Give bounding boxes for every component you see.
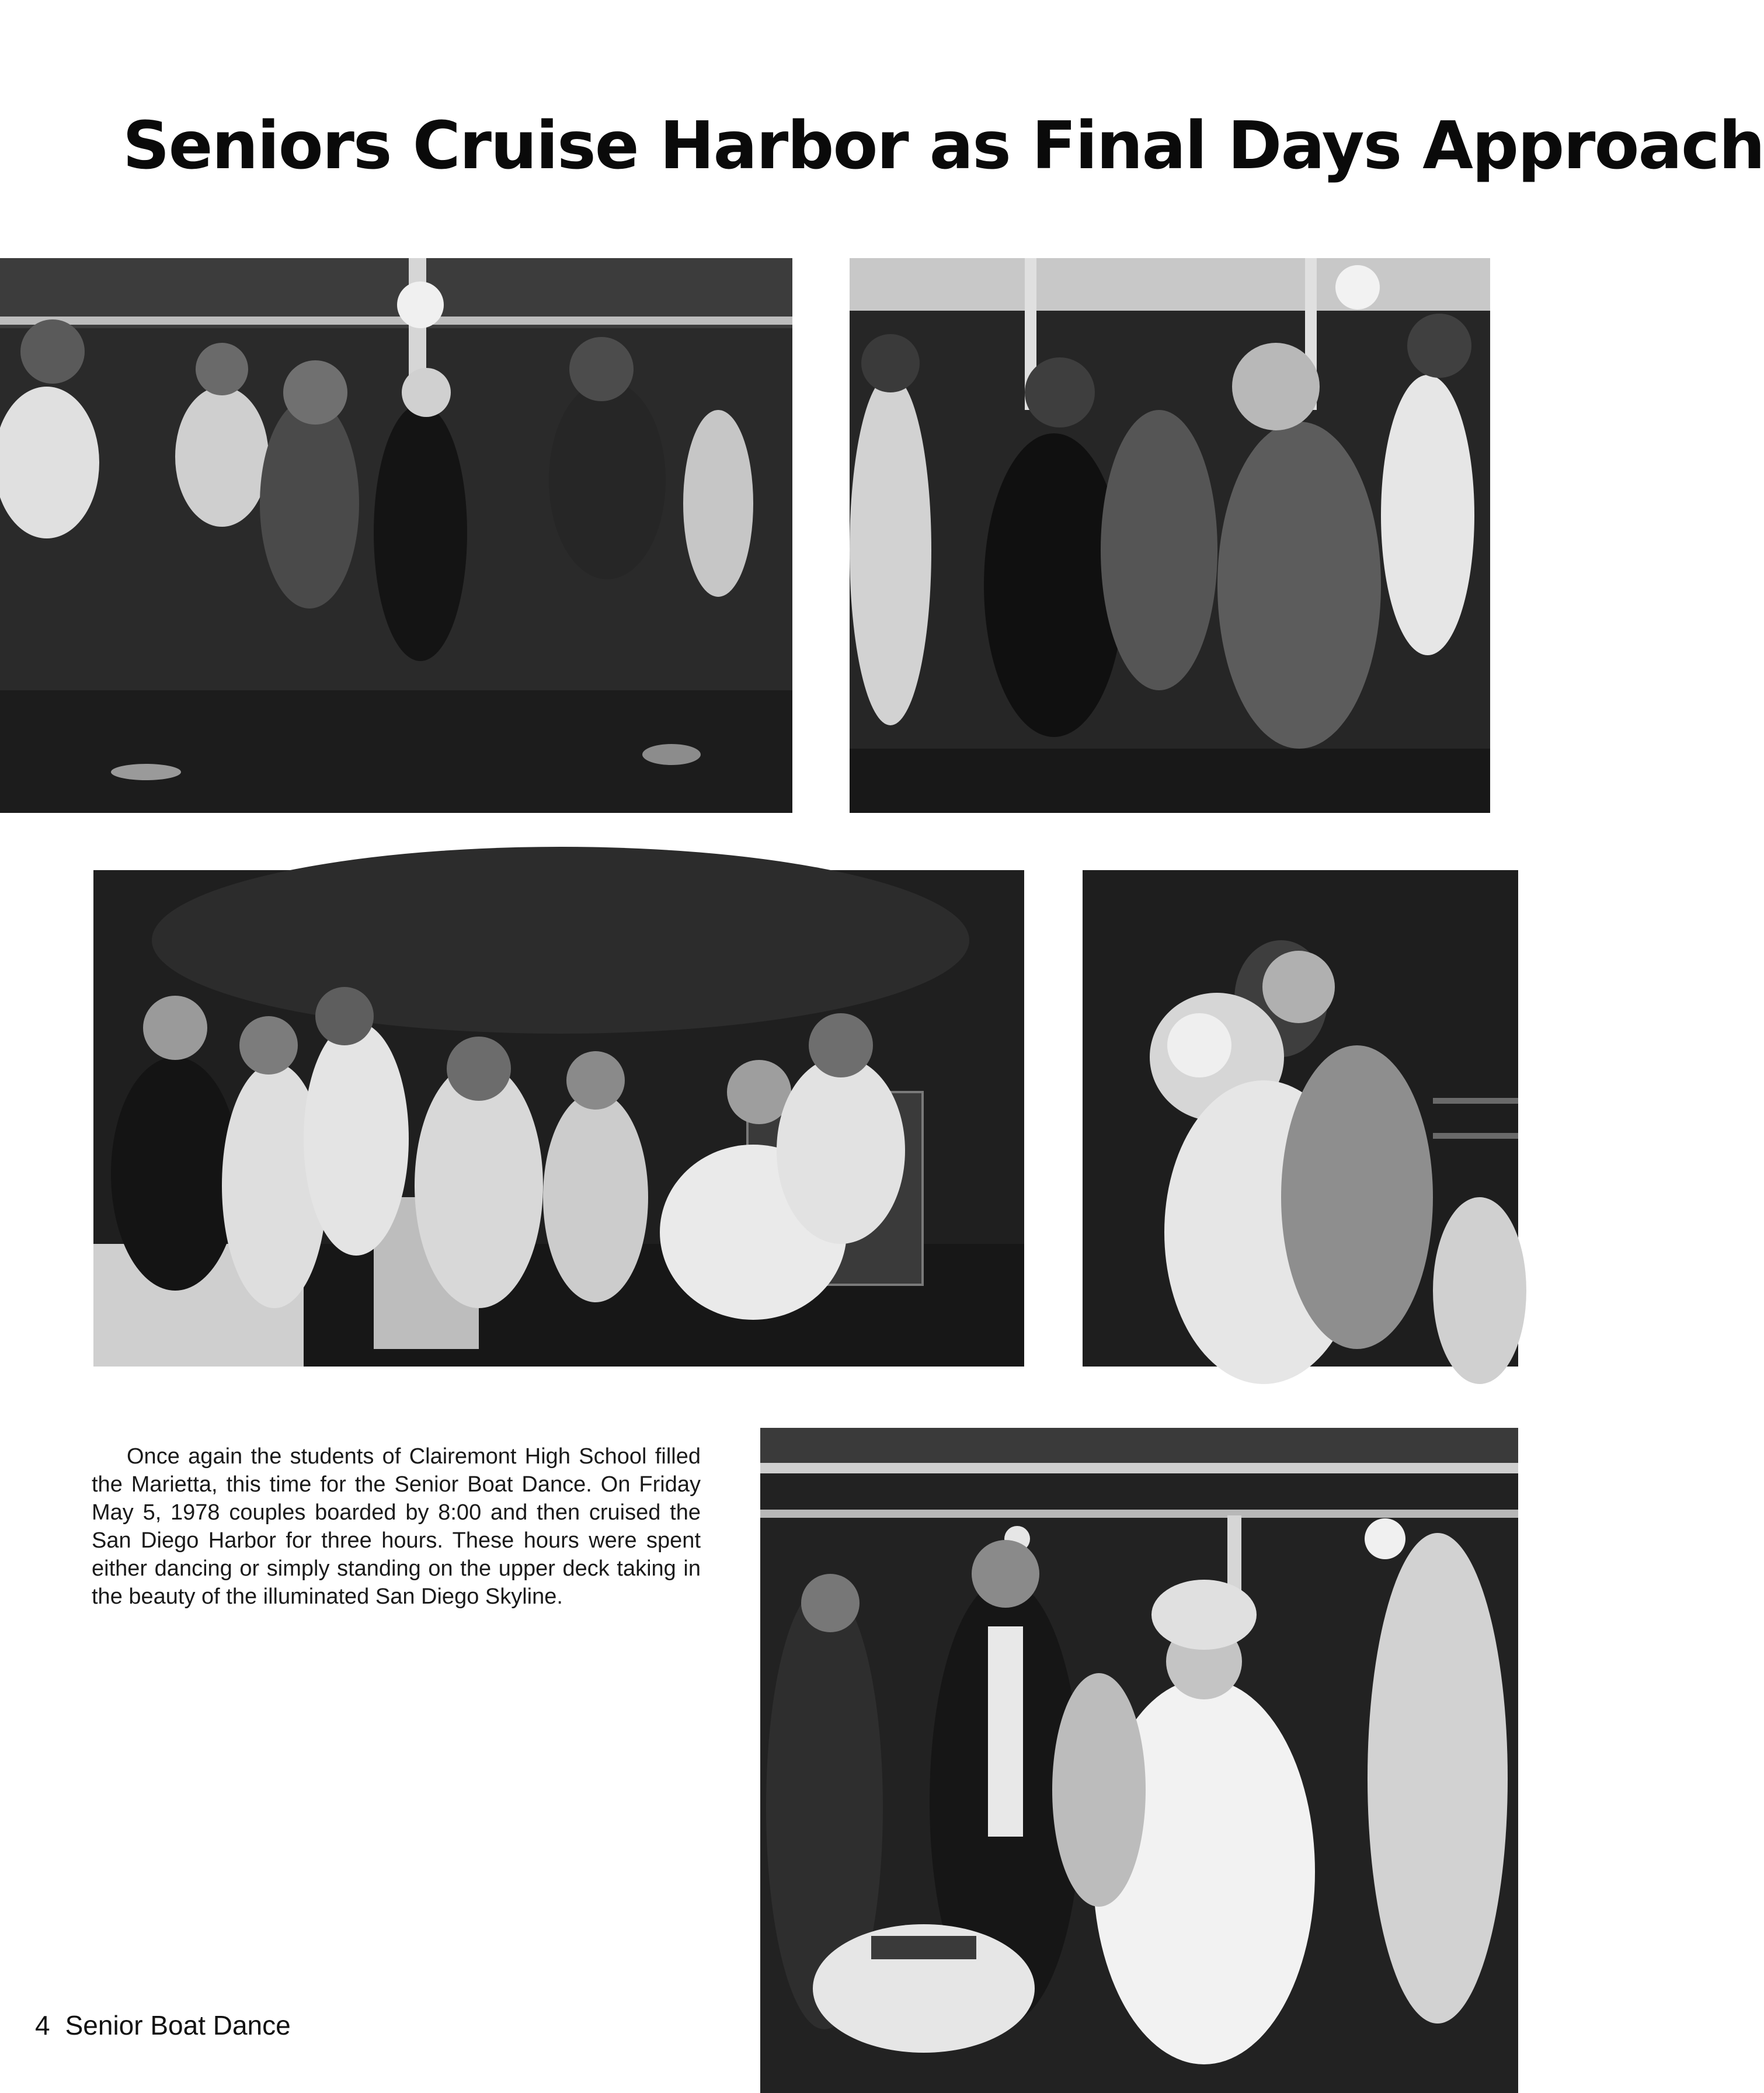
article-caption: Once again the students of Clairemont High School filled the Marietta, this time for the Senior Boat Dance. On Friday May 5, 1978 couples boarded by 8:00 and then cruised the San Diego Harbor for three hours. These hours were spent either dancing or simply standing on the upper deck taking in the beauty of the illuminated San Diego Skyline. — [92, 1444, 701, 1609]
photo-dance-floor-wide — [0, 258, 792, 813]
photo-couple-embracing — [1083, 870, 1518, 1367]
photo-students-seated — [93, 870, 1024, 1367]
photo-couple-dancing — [850, 258, 1490, 813]
photo-couple-under-lights — [760, 1428, 1518, 2093]
page-number: 4 — [35, 2010, 50, 2040]
page-footer — [35, 2009, 291, 2042]
section-title: Senior Boat Dance — [65, 2010, 291, 2040]
page-headline: Seniors Cruise Harbor as Final Days Approach — [123, 108, 1764, 184]
